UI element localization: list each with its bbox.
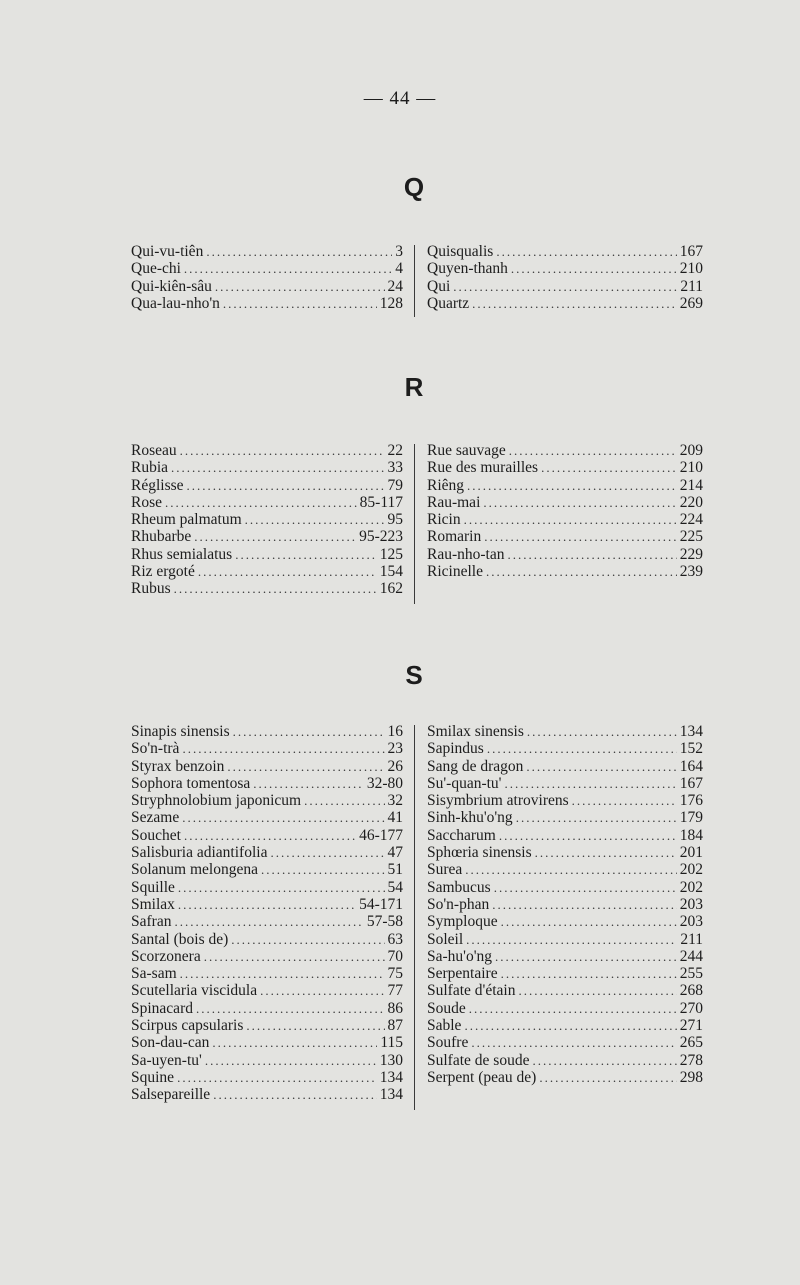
- entry-name: Soude: [427, 999, 466, 1017]
- leader-dots: [509, 442, 677, 459]
- leader-dots: [464, 511, 677, 528]
- entry-name: Sang de dragon: [427, 757, 524, 775]
- index-entry: [427, 913, 703, 930]
- entry-name: Sphœria sinensis: [427, 844, 532, 862]
- index-entry: [427, 861, 703, 878]
- entry-name: Solanum melongena: [131, 861, 258, 879]
- entry-name: Spinacard: [131, 999, 193, 1017]
- entry-name: Su'-quan-tu': [427, 774, 502, 792]
- entry-name: Quyen-thanh: [427, 260, 508, 278]
- leader-dots: [501, 965, 677, 982]
- entry-page: 154: [379, 563, 403, 581]
- leader-dots: [495, 948, 677, 965]
- section-s: [131, 723, 703, 1113]
- entry-name: Son-dau-can: [131, 1034, 210, 1052]
- entry-page: 41: [387, 809, 403, 827]
- leader-dots: [499, 827, 677, 844]
- index-entry: [131, 511, 403, 528]
- leader-dots: [471, 1034, 676, 1051]
- index-entry: [427, 1052, 703, 1069]
- index-entry: [131, 758, 403, 775]
- index-entry: [131, 861, 403, 878]
- leader-dots: [453, 278, 677, 295]
- index-entry: [131, 442, 403, 459]
- entry-name: Qui-kiên-sâu: [131, 277, 212, 295]
- entry-name: Symploque: [427, 913, 498, 931]
- leader-dots: [245, 511, 385, 528]
- entry-name: Safran: [131, 913, 172, 931]
- index-entry: [131, 792, 403, 809]
- index-entry: [131, 1000, 403, 1017]
- section-q-left-column: [131, 243, 403, 312]
- leader-dots: [178, 896, 356, 913]
- entry-name: Rue des murailles: [427, 459, 539, 477]
- entry-name: Smilax: [131, 895, 175, 913]
- leader-dots: [496, 243, 676, 260]
- leader-dots: [539, 1069, 676, 1086]
- entry-page: 214: [679, 476, 703, 494]
- entry-page: 134: [379, 1086, 403, 1104]
- entry-page: 54-171: [359, 895, 403, 913]
- index-entry: [427, 442, 703, 459]
- leader-dots: [304, 792, 384, 809]
- entry-page: 26: [387, 757, 403, 775]
- leader-dots: [174, 913, 363, 930]
- entry-page: 176: [679, 792, 703, 810]
- entry-page: 270: [679, 999, 703, 1017]
- entry-page: 239: [679, 563, 703, 581]
- section-q-right-column: [427, 243, 703, 312]
- leader-dots: [494, 879, 677, 896]
- index-entry: [427, 931, 703, 948]
- entry-name: Salsepareille: [131, 1086, 211, 1104]
- section-s-left-column: [131, 723, 403, 1104]
- index-entry: [427, 792, 703, 809]
- entry-name: Roseau: [131, 442, 177, 459]
- section-s-right-column: [427, 723, 703, 1086]
- entry-page: 202: [679, 861, 703, 879]
- entry-page: 268: [679, 982, 703, 1000]
- entry-name: Rubia: [131, 459, 169, 477]
- entry-page: 24: [387, 277, 403, 295]
- entry-page: 128: [379, 294, 403, 312]
- entry-page: 115: [380, 1034, 403, 1052]
- index-entry: [131, 723, 403, 740]
- index-entry: [131, 913, 403, 930]
- leader-dots: [198, 563, 377, 580]
- leader-dots: [165, 494, 357, 511]
- index-entry: [427, 511, 703, 528]
- entry-name: Rubus: [131, 580, 171, 598]
- leader-dots: [261, 861, 385, 878]
- entry-page: 22: [387, 442, 403, 459]
- leader-dots: [532, 1052, 676, 1069]
- leader-dots: [204, 948, 385, 965]
- entry-name: So'n-phan: [427, 895, 490, 913]
- section-letter-q: Q: [403, 172, 425, 202]
- entry-name: Sa-sam: [131, 965, 177, 983]
- entry-page: 202: [679, 878, 703, 896]
- index-entry: [131, 879, 403, 896]
- entry-name: Rau-mai: [427, 493, 481, 511]
- leader-dots: [467, 477, 677, 494]
- index-entry: [131, 896, 403, 913]
- leader-dots: [205, 1052, 377, 1069]
- entry-name: Sapindus: [427, 740, 484, 758]
- entry-name: Sable: [427, 1017, 462, 1035]
- entry-page: 201: [679, 844, 703, 862]
- entry-page: 179: [679, 809, 703, 827]
- entry-name: Surea: [427, 861, 463, 879]
- index-entry: [131, 1069, 403, 1086]
- index-entry: [131, 243, 403, 260]
- entry-name: Sinapis sinensis: [131, 723, 230, 740]
- index-entry: [427, 1000, 703, 1017]
- index-entry: [131, 1017, 403, 1034]
- entry-name: Romarin: [427, 528, 482, 546]
- section-letter-r: R: [404, 372, 424, 402]
- entry-page: 271: [679, 1017, 703, 1035]
- index-entry: [427, 528, 703, 545]
- index-entry: [131, 528, 403, 545]
- entry-page: 167: [679, 243, 703, 260]
- entry-name: Sambucus: [427, 878, 491, 896]
- entry-page: 32: [387, 792, 403, 810]
- entry-name: Sinh-khu'o'ng: [427, 809, 513, 827]
- index-entry: [131, 477, 403, 494]
- entry-page: 162: [379, 580, 403, 598]
- index-entry: [427, 723, 703, 740]
- index-entry: [427, 982, 703, 999]
- column-divider: [414, 444, 415, 604]
- leader-dots: [516, 809, 677, 826]
- entry-page: 224: [679, 511, 703, 529]
- entry-name: Riz ergoté: [131, 563, 195, 581]
- leader-dots: [492, 896, 677, 913]
- leader-dots: [487, 740, 677, 757]
- entry-page: 269: [679, 294, 703, 312]
- entry-page: 278: [679, 1051, 703, 1069]
- leader-dots: [486, 563, 677, 580]
- leader-dots: [177, 1069, 377, 1086]
- entry-page: 229: [679, 545, 703, 563]
- leader-dots: [196, 1000, 385, 1017]
- index-entry: [131, 948, 403, 965]
- entry-page: 203: [679, 913, 703, 931]
- index-entry: [427, 844, 703, 861]
- entry-page: 63: [387, 930, 403, 948]
- entry-name: Soleil: [427, 930, 464, 948]
- column-divider: [414, 725, 415, 1110]
- leader-dots: [233, 723, 385, 740]
- entry-name: Souchet: [131, 826, 181, 844]
- entry-page: 255: [679, 965, 703, 983]
- index-entry: [131, 563, 403, 580]
- leader-dots: [465, 861, 676, 878]
- leader-dots: [260, 982, 384, 999]
- entry-name: Serpentaire: [427, 965, 498, 983]
- entry-name: Sezame: [131, 809, 180, 827]
- leader-dots: [518, 982, 676, 999]
- leader-dots: [526, 758, 676, 775]
- index-entry: [427, 1034, 703, 1051]
- entry-page: 75: [387, 965, 403, 983]
- leader-dots: [511, 260, 677, 277]
- index-entry: [131, 982, 403, 999]
- entry-page: 298: [679, 1068, 703, 1086]
- index-entry: [427, 827, 703, 844]
- index-entry: [427, 459, 703, 476]
- index-entry: [427, 494, 703, 511]
- entry-name: Smilax sinensis: [427, 723, 524, 740]
- entry-page: 164: [679, 757, 703, 775]
- leader-dots: [184, 827, 356, 844]
- entry-name: Sulfate de soude: [427, 1051, 530, 1069]
- entry-name: Salisburia adiantifolia: [131, 844, 268, 862]
- index-entry: [427, 740, 703, 757]
- index-entry: [427, 948, 703, 965]
- leader-dots: [174, 580, 377, 597]
- leader-dots: [182, 809, 384, 826]
- index-entry: [131, 965, 403, 982]
- entry-page: 152: [679, 740, 703, 758]
- entry-name: Ricin: [427, 511, 461, 529]
- index-entry: [427, 809, 703, 826]
- index-entry: [131, 295, 403, 312]
- entry-name: Scutellaria viscidula: [131, 982, 258, 1000]
- leader-dots: [184, 260, 392, 277]
- index-entry: [131, 809, 403, 826]
- index-entry: [131, 278, 403, 295]
- index-entry: [131, 844, 403, 861]
- entry-name: Sa-uyen-tu': [131, 1051, 202, 1069]
- entry-name: Soufre: [427, 1034, 469, 1052]
- index-entry: [131, 1052, 403, 1069]
- leader-dots: [472, 295, 677, 312]
- index-entry: [427, 775, 703, 792]
- index-entry: [131, 546, 403, 563]
- entry-name: Qui: [427, 277, 451, 295]
- entry-page: 211: [680, 277, 703, 295]
- leader-dots: [182, 740, 384, 757]
- entry-name: Ricinelle: [427, 563, 483, 581]
- entry-page: 125: [379, 545, 403, 563]
- index-entry: [131, 260, 403, 277]
- entry-name: Rau-nho-tan: [427, 545, 505, 563]
- leader-dots: [483, 494, 676, 511]
- entry-page: 46-177: [359, 826, 403, 844]
- index-entry: [131, 827, 403, 844]
- leader-dots: [504, 775, 676, 792]
- leader-dots: [227, 758, 384, 775]
- index-entry: [131, 775, 403, 792]
- section-q: [131, 243, 703, 315]
- entry-page: 95-223: [359, 528, 403, 546]
- index-entry: [427, 295, 703, 312]
- leader-dots: [484, 528, 677, 545]
- leader-dots: [270, 844, 384, 861]
- entry-page: 54: [387, 878, 403, 896]
- index-entry: [427, 965, 703, 982]
- entry-name: Qui-vu-tiên: [131, 243, 204, 260]
- section-r: [131, 442, 703, 604]
- index-entry: [131, 494, 403, 511]
- entry-page: 210: [679, 459, 703, 477]
- entry-name: Que-chi: [131, 260, 181, 278]
- entry-name: Saccharum: [427, 826, 496, 844]
- index-entry: [131, 1034, 403, 1051]
- index-entry: [427, 1017, 703, 1034]
- leader-dots: [469, 1000, 677, 1017]
- index-entry: [131, 580, 403, 597]
- index-entry: [427, 896, 703, 913]
- entry-page: 265: [679, 1034, 703, 1052]
- index-entry: [427, 563, 703, 580]
- entry-page: 211: [680, 930, 703, 948]
- entry-page: 210: [679, 260, 703, 278]
- leader-dots: [171, 459, 384, 476]
- entry-page: 79: [387, 476, 403, 494]
- index-entry: [131, 1086, 403, 1103]
- entry-page: 70: [387, 947, 403, 965]
- index-entry: [427, 243, 703, 260]
- entry-page: 209: [679, 442, 703, 459]
- entry-name: Rue sauvage: [427, 442, 506, 459]
- page-number: — 44 —: [363, 88, 437, 109]
- entry-name: Qua-lau-nho'n: [131, 294, 220, 312]
- index-entry: [131, 740, 403, 757]
- entry-page: 47: [387, 844, 403, 862]
- leader-dots: [527, 723, 677, 740]
- entry-page: 57-58: [366, 913, 403, 931]
- entry-page: 77: [387, 982, 403, 1000]
- entry-name: Squille: [131, 878, 175, 896]
- entry-name: Sisymbrium atrovirens: [427, 792, 569, 810]
- entry-name: Rheum palmatum: [131, 511, 242, 529]
- entry-name: Scorzonera: [131, 947, 201, 965]
- entry-page: 220: [679, 493, 703, 511]
- entry-page: 3: [395, 243, 403, 260]
- leader-dots: [541, 459, 677, 476]
- entry-name: Riêng: [427, 476, 465, 494]
- leader-dots: [180, 442, 385, 459]
- leader-dots: [194, 528, 356, 545]
- entry-name: Sophora tomentosa: [131, 774, 251, 792]
- index-entry: [131, 931, 403, 948]
- entry-page: 203: [679, 895, 703, 913]
- entry-name: Scirpus capsularis: [131, 1017, 244, 1035]
- leader-dots: [246, 1017, 384, 1034]
- entry-page: 16: [387, 723, 403, 740]
- entry-name: Rhus semialatus: [131, 545, 233, 563]
- entry-page: 32-80: [366, 774, 403, 792]
- entry-page: 225: [679, 528, 703, 546]
- index-entry: [427, 260, 703, 277]
- entry-page: 4: [395, 260, 403, 278]
- leader-dots: [206, 243, 392, 260]
- entry-page: 130: [379, 1051, 403, 1069]
- leader-dots: [466, 931, 677, 948]
- entry-name: Sulfate d'étain: [427, 982, 516, 1000]
- column-divider: [414, 245, 415, 317]
- section-r-right-column: [427, 442, 703, 580]
- entry-name: Santal (bois de): [131, 930, 229, 948]
- entry-name: Sa-hu'o'ng: [427, 947, 492, 965]
- section-r-left-column: [131, 442, 403, 598]
- index-entry: [427, 758, 703, 775]
- leader-dots: [223, 295, 377, 312]
- entry-page: 86: [387, 999, 403, 1017]
- index-entry: [427, 546, 703, 563]
- entry-name: Stryphnolobium japonicum: [131, 792, 302, 810]
- index-entry: [131, 459, 403, 476]
- leader-dots: [178, 879, 385, 896]
- entry-page: 33: [387, 459, 403, 477]
- entry-name: Serpent (peau de): [427, 1068, 537, 1086]
- entry-name: Squine: [131, 1068, 175, 1086]
- entry-name: So'n-trà: [131, 740, 180, 758]
- index-entry: [427, 879, 703, 896]
- entry-name: Quartz: [427, 294, 470, 312]
- leader-dots: [187, 477, 385, 494]
- leader-dots: [501, 913, 677, 930]
- leader-dots: [464, 1017, 676, 1034]
- entry-page: 51: [387, 861, 403, 879]
- leader-dots: [507, 546, 676, 563]
- entry-name: Réglisse: [131, 476, 184, 494]
- leader-dots: [215, 278, 385, 295]
- entry-page: 87: [387, 1017, 403, 1035]
- entry-page: 23: [387, 740, 403, 758]
- index-entry: [427, 477, 703, 494]
- entry-page: 134: [379, 1068, 403, 1086]
- leader-dots: [253, 775, 364, 792]
- entry-page: 134: [679, 723, 703, 740]
- section-letter-s: S: [405, 660, 423, 690]
- leader-dots: [572, 792, 677, 809]
- entry-page: 85-117: [359, 493, 403, 511]
- entry-page: 244: [679, 947, 703, 965]
- entry-name: Quisqualis: [427, 243, 494, 260]
- entry-name: Rose: [131, 493, 162, 511]
- entry-page: 167: [679, 774, 703, 792]
- entry-page: 184: [679, 826, 703, 844]
- leader-dots: [212, 1034, 377, 1051]
- leader-dots: [231, 931, 384, 948]
- leader-dots: [213, 1086, 377, 1103]
- leader-dots: [180, 965, 385, 982]
- leader-dots: [535, 844, 677, 861]
- entry-name: Styrax benzoin: [131, 757, 225, 775]
- index-entry: [427, 278, 703, 295]
- index-entry: [427, 1069, 703, 1086]
- entry-page: 95: [387, 511, 403, 529]
- entry-name: Rhubarbe: [131, 528, 192, 546]
- leader-dots: [235, 546, 377, 563]
